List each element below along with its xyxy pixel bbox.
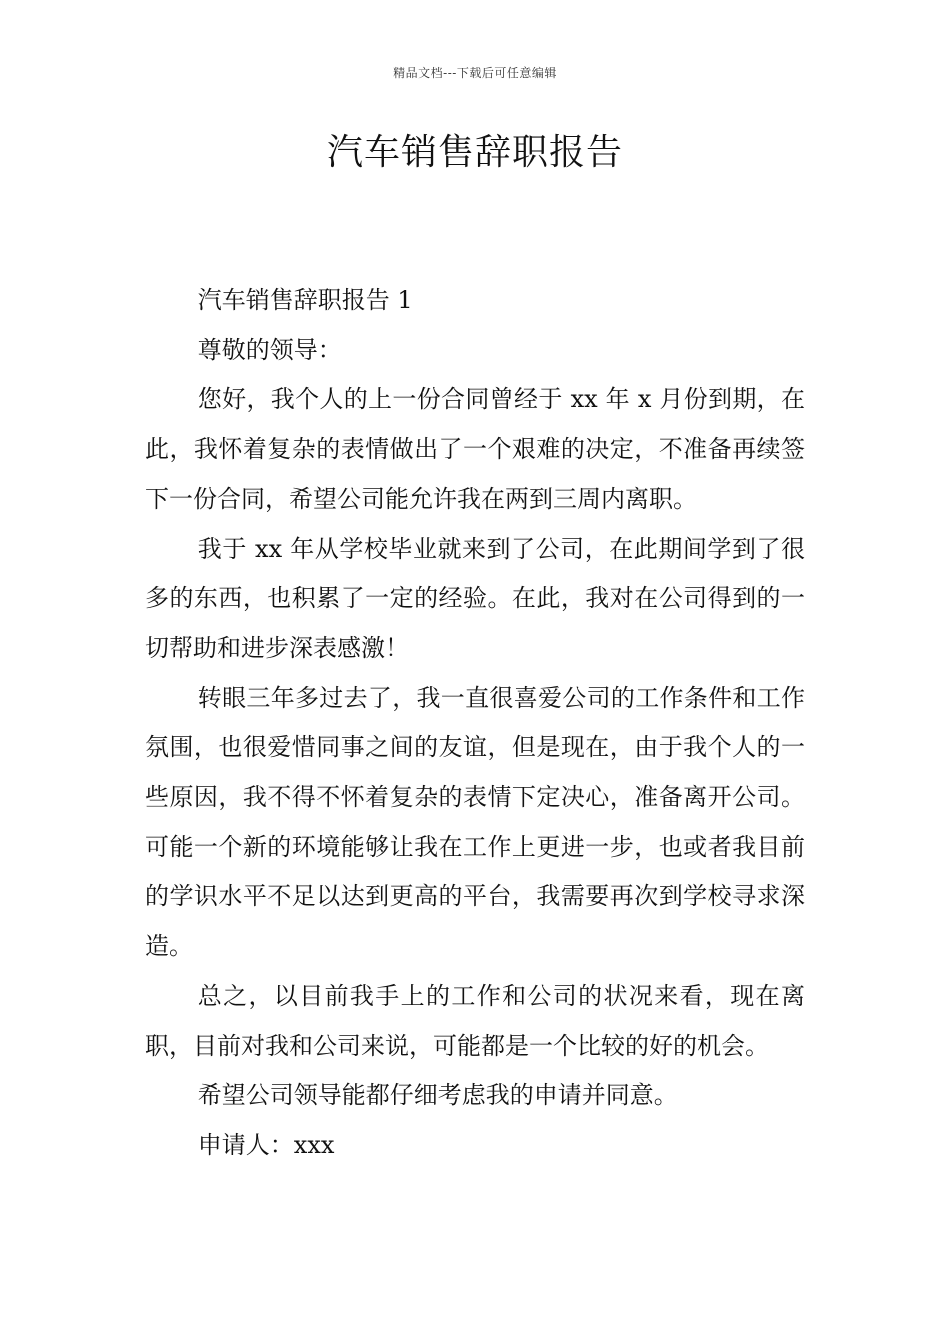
document-title: 汽车销售辞职报告: [326, 132, 623, 173]
applicant-signature: 申请人：xxx: [197, 1130, 335, 1159]
closing-request: 希望公司领导能都仔细考虑我的申请并同意。: [197, 1081, 678, 1110]
body-paragraph: 转眼三年多过去了，我一直很喜爱公司的工作条件和工作氛围，也很爱惜同事之间的友谊，但是现在，由于我个人的一些原因，我不得不怀着复杂的表情下定决心，准备离开公司。可能一个新的环境能够让我在工作上更进一步，也或者我目前的学识水平不足以达到更高的平台，我需要再次到学校寻求深造。: [145, 683, 805, 961]
body-paragraph: 总之，以目前我手上的工作和公司的状况来看，现在离职，目前对我和公司来说，可能都是一个比较的好的机会。: [145, 981, 805, 1060]
body-paragraph: 我于 xx 年从学校毕业就来到了公司，在此期间学到了很多的东西，也积累了一定的经验。在此，我对在公司得到的一切帮助和进步深表感激！: [145, 534, 805, 662]
document-body: [145, 276, 805, 1171]
section-heading: 汽车销售辞职报告 1: [197, 286, 413, 314]
salutation: 尊敬的领导：: [197, 335, 342, 364]
page-header-watermark: 精品文档---下载后可任意编辑: [393, 66, 557, 80]
body-paragraph: 您好，我个人的上一份合同曾经于 xx 年 x 月份到期，在此，我怀着复杂的表情做出了一个艰难的决定，不准备再续签下一份合同，希望公司能允许我在两到三周内离职。: [145, 385, 805, 513]
